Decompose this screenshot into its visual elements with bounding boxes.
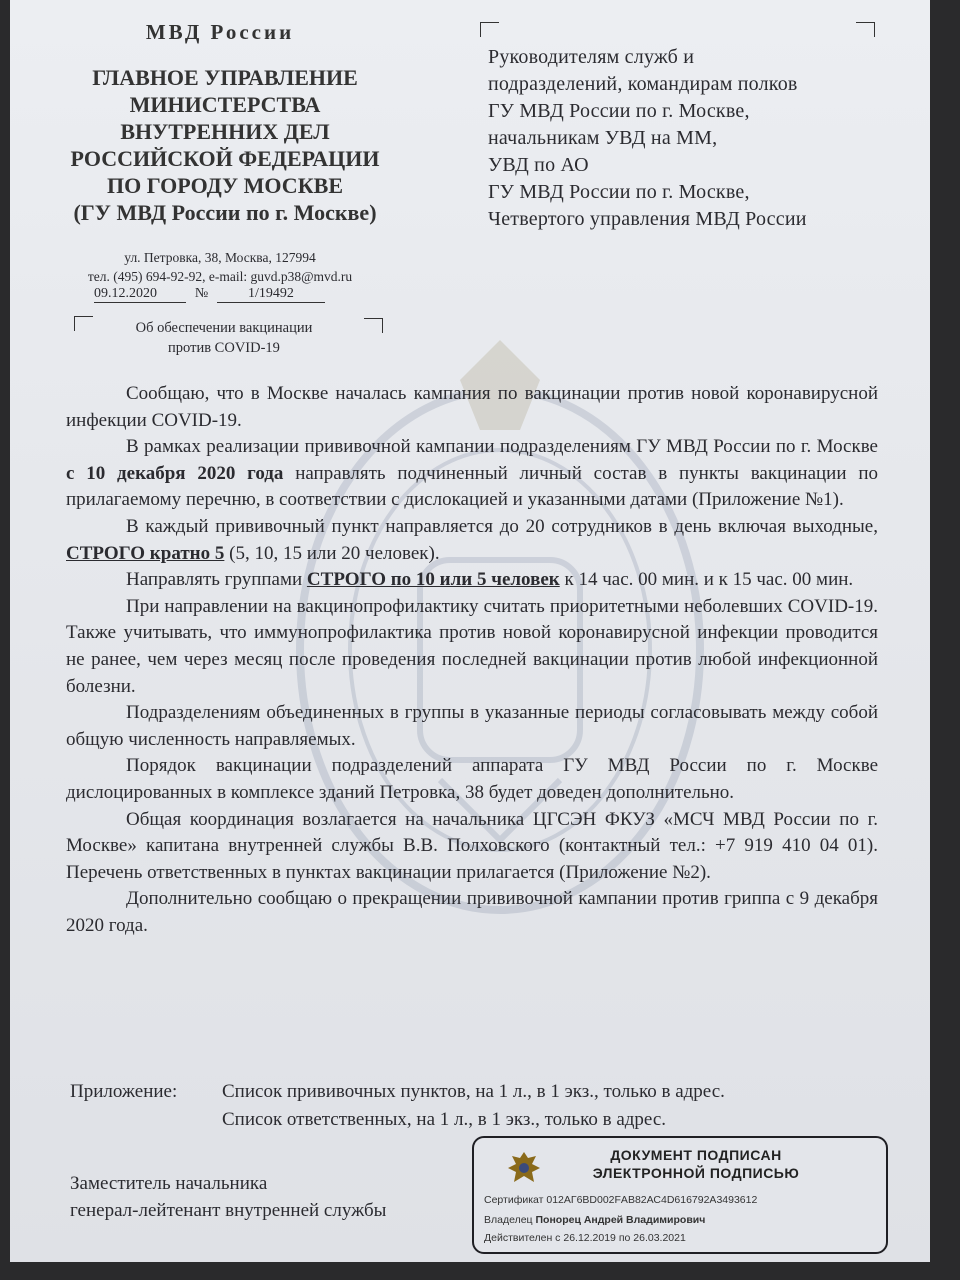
org-contacts <box>40 248 400 286</box>
paragraph-groups <box>66 567 878 594</box>
recipients-block <box>488 44 908 233</box>
paragraph-flu-campaign: Дополнительно сообщаю о прекращении прививочной кампании против гриппа с 9 декабря 2020 года. <box>66 888 878 936</box>
signer-block <box>70 1170 490 1224</box>
text-run: к 14 час. 00 мин. и к 15 час. 00 мин. <box>559 569 854 591</box>
document-number: 1/19492 <box>217 286 325 303</box>
esign-owner-label: Владелец <box>484 1214 536 1226</box>
subject-line: Об обеспечении вакцинации <box>135 320 313 336</box>
recipient-line: УВД по АО <box>488 154 589 176</box>
esign-title <box>566 1146 826 1182</box>
recipient-line: ГУ МВД России по г. Москве, <box>488 181 750 203</box>
recipients-bracket-left <box>480 22 499 37</box>
document-date: 09.12.2020 <box>94 286 186 303</box>
text-run: В рамках реализации прививочной кампании подразделениям ГУ МВД России по г. Москве <box>126 436 878 458</box>
signer-position: Заместитель начальника <box>70 1173 268 1194</box>
address: ул. Петровка, 38, Москва, 127994 <box>124 250 316 265</box>
esign-owner-line <box>484 1214 705 1226</box>
subject-line: против COVID-19 <box>168 340 280 356</box>
emphasis-group-size: СТРОГО по 10 или 5 человек <box>306 569 560 591</box>
recipient-line: начальникам УВД на ММ, <box>488 127 718 149</box>
recipient-line: подразделений, командирам полков <box>488 73 798 95</box>
org-line: ПО ГОРОДУ МОСКВЕ <box>107 173 343 198</box>
org-line: МИНИСТЕРСТВА <box>129 92 321 117</box>
esign-owner: Понорец Андрей Владимирович <box>535 1214 706 1226</box>
paragraph-campaign-start: Сообщаю, что в Москве началась кампания по вакцинации против новой коронавирусной инфекции COVID-19. <box>66 383 878 431</box>
electronic-signature-stamp <box>472 1136 888 1254</box>
text-run: (5, 10, 15 или 20 человек). <box>224 542 440 564</box>
esign-title-line: ДОКУМЕНТ ПОДПИСАН <box>610 1147 782 1163</box>
mvd-eagle-emblem-icon <box>502 1148 546 1192</box>
org-line: РОССИЙСКОЙ ФЕДЕРАЦИИ <box>70 146 380 171</box>
esign-title-line: ЭЛЕКТРОННОЙ ПОДПИСЬЮ <box>592 1165 800 1181</box>
paragraph-quota <box>66 514 878 567</box>
recipients-bracket-right <box>856 22 875 37</box>
ministry-name: МВД России <box>145 20 295 44</box>
text-run: направлять подчиненный личный состав в пункты вакцинации по прилагаемому перечню, в соответствии с дислокацией и указанными датами (Приложение №1). <box>66 462 878 511</box>
paragraph-dispatch <box>66 434 878 514</box>
recipient-line: ГУ МВД России по г. Москве, <box>488 100 750 122</box>
organization-name <box>50 64 400 226</box>
signer-rank: генерал-лейтенант внутренней службы <box>70 1200 387 1221</box>
recipient-line: Руководителям служб и <box>488 46 695 68</box>
phone-email: тел. (495) 694-92-92, e-mail: guvd.p38@mvd.ru <box>87 269 353 284</box>
letter-body <box>66 381 878 939</box>
emphasis-date: с 10 декабря 2020 года <box>66 462 284 484</box>
attachment-item: Список ответственных, на 1 л., в 1 экз., только в адрес. <box>222 1109 667 1130</box>
number-label: № <box>194 286 209 301</box>
org-line: ГЛАВНОЕ УПРАВЛЕНИЕ <box>92 65 358 90</box>
attachment-item: Список прививочных пунктов, на 1 л., в 1 экз., только в адрес. <box>222 1081 725 1102</box>
attachments-label: Приложение: <box>70 1081 178 1102</box>
paragraph-general-coordination: Общая координация возлагается на начальника ЦГСЭН ФКУЗ «МСЧ МВД России по г. Москве» капитана внутренней службы В.В. Полховского (контактный тел.: +7 919 410 04 01). Перечень ответственных в пунктах вакцинации прилагается (Приложение №2). <box>66 808 878 883</box>
emphasis-multiple-of-5: СТРОГО кратно 5 <box>66 542 225 564</box>
paragraph-petrovka: Порядок вакцинации подразделений аппарата ГУ МВД России по г. Москве дислоцированных в комплексе зданий Петровка, 38 будет доведен дополнительно. <box>66 755 878 803</box>
document-registration <box>94 286 354 303</box>
paragraph-priority: При направлении на вакцинопрофилактику считать приоритетными неболевших COVID-19. Также учитывать, что иммунопрофилактика против новой коронавирусной инфекции проводится не ранее, чем через месяц после проведения последней вакцинации против любой инфекционной болезни. <box>66 595 878 697</box>
text-run: Направлять группами <box>126 569 307 591</box>
document-subject <box>74 318 374 358</box>
paragraph-coordination-groups: Подразделениям объединенных в группы в указанные периоды согласовывать между собой общую численность направляемых. <box>66 702 878 750</box>
document-page <box>10 0 930 1262</box>
org-line: ВНУТРЕННИХ ДЕЛ <box>120 119 330 144</box>
recipient-line: Четвертого управления МВД России <box>488 208 807 230</box>
org-line: (ГУ МВД России по г. Москве) <box>73 200 377 225</box>
esign-certificate: Сертификат 012АГ6ВD002FАВ82АС4D616792А3493612 <box>484 1194 758 1206</box>
text-run: В каждый прививочный пункт направляется до 20 сотрудников в день включая выходные, <box>126 515 878 537</box>
esign-validity: Действителен с 26.12.2019 по 26.03.2021 <box>484 1232 686 1244</box>
